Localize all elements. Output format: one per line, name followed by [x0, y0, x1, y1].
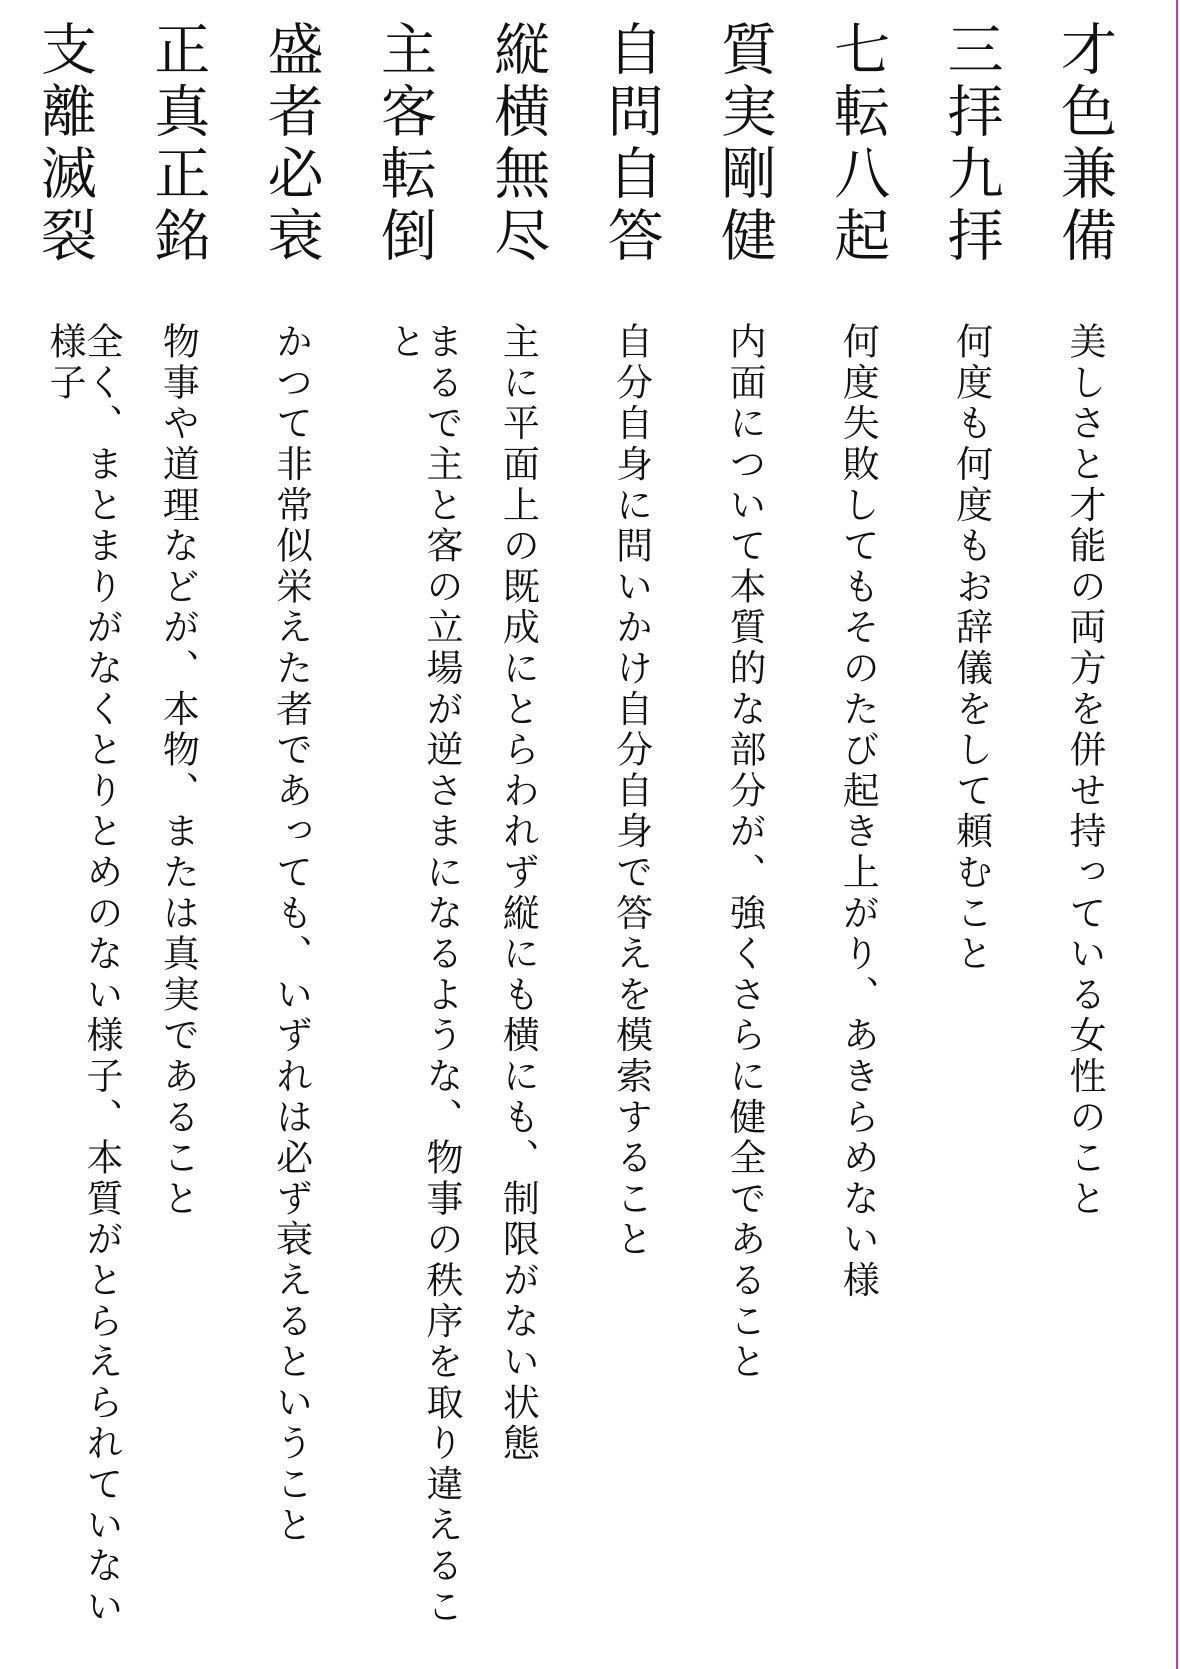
idiom-entry-7: [362, 20, 472, 1660]
idiom-meaning: 主に平面上の既成にとらわれず縦にも横にも、制限がない状態: [496, 322, 540, 1465]
idiom-entry-5: [589, 20, 699, 1660]
idiom-meaning: 何度も何度もお辞儀をして頼むこと: [949, 322, 993, 975]
idiom-term: 三拝九拝: [938, 20, 1004, 268]
idiom-entry-6: [475, 20, 585, 1660]
idiom-entry-1: [1042, 20, 1152, 1660]
idiom-term: 主客転倒: [371, 20, 437, 268]
idiom-entry-10: [22, 20, 132, 1660]
idiom-term: 正真正銘: [145, 20, 211, 268]
idiom-entry-8: [249, 20, 359, 1660]
idiom-meaning: まるで主と客の立場が逆さまになるような、物事の秩序を取り違えること: [382, 322, 463, 1628]
idiom-term: 質実剛健: [711, 20, 777, 268]
idiom-meaning: 内面について本質的な部分が、強くさらに健全であること: [722, 322, 766, 1383]
idiom-term: 七転八起: [825, 20, 891, 268]
idiom-meaning: 何度失敗してもそのたび起き上がり、あきらめない様: [836, 322, 880, 1302]
idiom-meaning: 美しさと才能の両方を併せ持っている女性のこと: [1062, 322, 1106, 1220]
idiom-entry-2: [929, 20, 1039, 1660]
idiom-term: 自問自答: [598, 20, 664, 268]
page-edge-line: [1176, 0, 1178, 1669]
idiom-term: 才色兼備: [1051, 20, 1117, 268]
idiom-meaning: 物事や道理などが、本物、または真実であること: [156, 322, 200, 1220]
idiom-term: 縦横無尽: [485, 20, 551, 268]
idiom-meaning: かつて非常似栄えた者であっても、いずれは必ず衰えるということ: [269, 322, 313, 1546]
idiom-entry-3: [815, 20, 925, 1660]
idiom-columns: [22, 20, 1152, 1660]
idiom-term: 盛者必衰: [258, 20, 324, 268]
idiom-term: 支離滅裂: [32, 20, 97, 268]
idiom-meaning: 自分自身に問いかけ自分自身で答えを模索すること: [609, 322, 653, 1261]
idiom-meaning: 全く、まとまりがなくとりとめのない様子、本質がとらえられていない様子: [43, 322, 123, 1628]
idiom-entry-9: [135, 20, 245, 1660]
idiom-entry-4: [702, 20, 812, 1660]
